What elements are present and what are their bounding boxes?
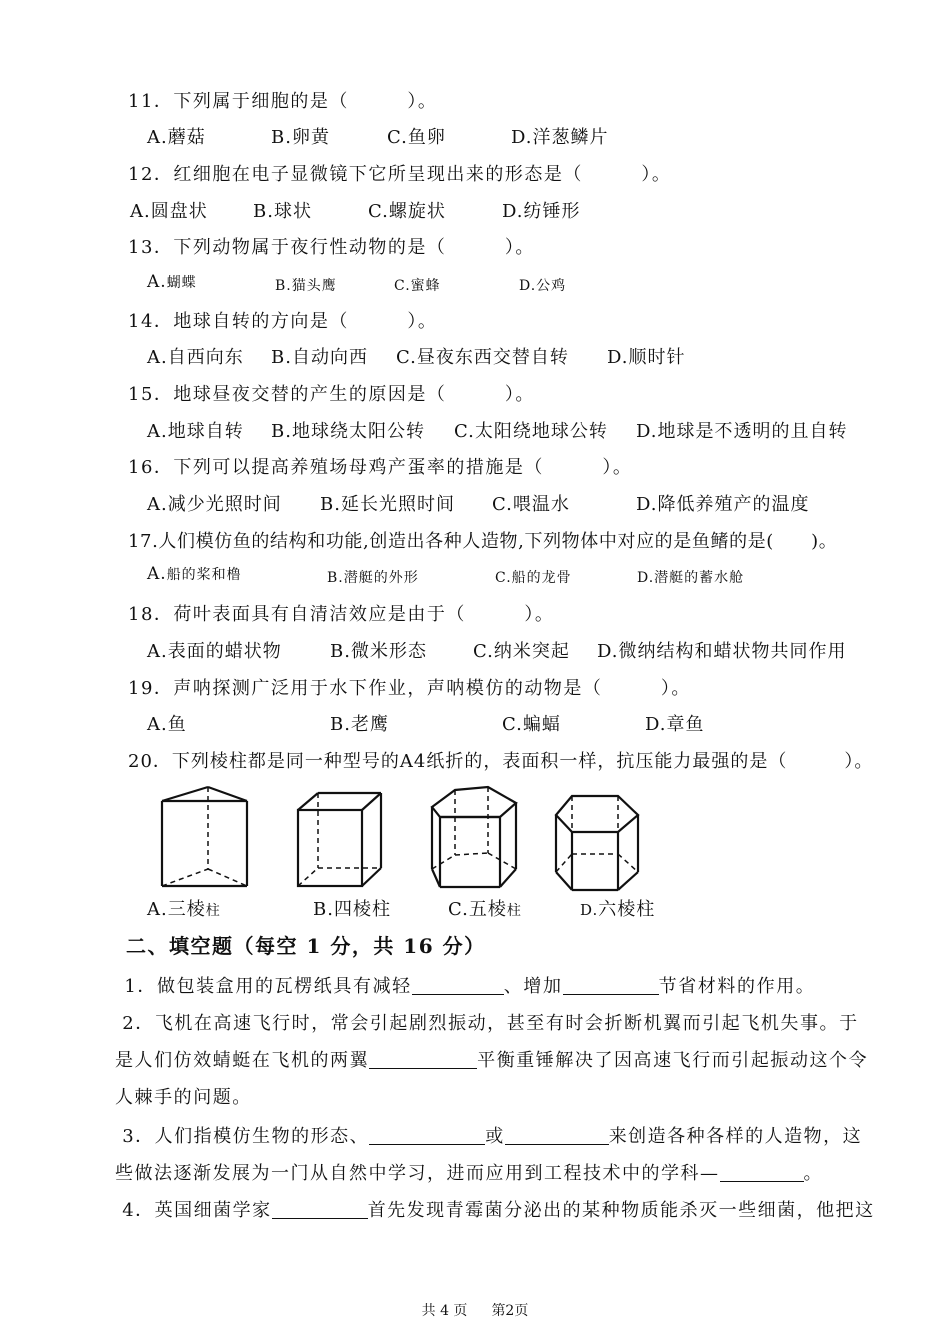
fill-question-4: 4．英国细菌学家 首先发现青霉菌分泌出的某种物质能杀灭一些细菌，他把这 — [122, 1200, 875, 1221]
q17-option-c: C.船的龙骨 — [495, 570, 572, 586]
q17-option-b: B.潜艇的外形 — [327, 570, 419, 586]
question-19-stem: 19．声呐探测广泛用于水下作业，声呐模仿的动物是（ ）。 — [128, 678, 691, 699]
question-15-stem: 15．地球昼夜交替的产生的原因是（ ）。 — [128, 384, 535, 405]
q19-option-c: C.蝙蝠 — [502, 714, 561, 735]
q15-option-a: A.地球自转 — [147, 421, 244, 442]
q17-option-d: D.潜艇的蓄水舱 — [637, 570, 745, 586]
q16-option-c: C.喂温水 — [492, 494, 570, 515]
q14-option-d: D.顺时针 — [607, 347, 686, 368]
q19-option-a: A.鱼 — [147, 714, 187, 735]
question-18-stem: 18．荷叶表面具有自清洁效应是由于（ ）。 — [128, 604, 555, 625]
section-2-title: 二、填空题（每空 1 分，共 16 分） — [126, 934, 486, 958]
q15-option-c: C.太阳绕地球公转 — [454, 421, 608, 442]
question-14-stem: 14．地球自转的方向是（ ）。 — [128, 311, 438, 332]
question-11-stem: 11．下列属于细胞的是（ ）。 — [128, 91, 438, 112]
q16-option-d: D.降低养殖产的温度 — [636, 494, 810, 515]
q16-option-a: A.减少光照时间 — [147, 494, 282, 515]
question-17-stem: 17.人们模仿鱼的结构和功能,创造出各种人造物,下列物体中对应的是鱼鳍的是( )。 — [128, 531, 838, 552]
q18-option-b: B.微米形态 — [330, 641, 427, 662]
q20-option-a: A.三棱柱 — [147, 899, 221, 920]
q14-option-a: A.自西向东 — [147, 347, 244, 368]
q14-option-b: B.自动向西 — [271, 347, 368, 368]
q19-option-d: D.章鱼 — [645, 714, 705, 735]
q11-option-c: C.鱼卵 — [387, 127, 446, 148]
fill-blank[interactable] — [720, 1163, 804, 1182]
q12-option-c: C.螺旋状 — [368, 201, 446, 222]
q19-option-b: B.老鹰 — [330, 714, 389, 735]
q15-option-d: D.地球是不透明的且自转 — [636, 421, 848, 442]
q18-option-d: D.微纳结构和蜡状物共同作用 — [597, 641, 847, 662]
q15-option-b: B.地球绕太阳公转 — [271, 421, 425, 442]
page-footer — [0, 1300, 950, 1320]
q13-option-b: B.猫头鹰 — [275, 278, 337, 294]
q11-option-d: D.洋葱鳞片 — [511, 127, 609, 148]
q20-option-b: B.四棱柱 — [313, 899, 391, 920]
q12-option-b: B.球状 — [253, 201, 312, 222]
fill-blank[interactable] — [272, 1200, 368, 1219]
fill-blank[interactable] — [369, 1050, 477, 1069]
q13-option-c: C.蜜蜂 — [394, 278, 441, 294]
q11-option-a: A.蘑菇 — [147, 127, 206, 148]
triangular-prism-figure — [157, 785, 249, 890]
q18-option-a: A.表面的蜡状物 — [147, 641, 282, 662]
q14-option-c: C.昼夜东西交替自转 — [396, 347, 569, 368]
fill-question-1: 1．做包装盒用的瓦楞纸具有减轻 、增加 节省材料的作用。 — [124, 976, 816, 997]
page-number: 第2页 — [491, 1303, 529, 1319]
q16-option-b: B.延长光照时间 — [320, 494, 455, 515]
q20-option-d: D.六棱柱 — [580, 899, 656, 920]
question-12-stem: 12．红细胞在电子显微镜下它所呈现出来的形态是（ ）。 — [128, 164, 672, 185]
fill-question-2: 2．飞机在高速飞行时，常会引起剧烈振动，甚至有时会折断机翼而引起飞机失事。于是人们仿效蜻蜓在飞机的两翼 平衡重锤解决了因高速飞行而引起振动这个令人棘手的问题。 — [115, 1013, 869, 1108]
pentagonal-prism-figure — [428, 785, 520, 891]
q11-option-b: B.卵黄 — [271, 127, 330, 148]
q17-option-a: A.船的桨和橹 — [147, 564, 242, 584]
hexagonal-prism-figure — [552, 790, 642, 894]
question-16-stem: 16．下列可以提高养殖场母鸡产蛋率的措施是（ ）。 — [128, 457, 633, 478]
q12-option-a: A.圆盘状 — [130, 201, 208, 222]
total-pages: 共 4 页 — [421, 1303, 468, 1319]
q18-option-c: C.纳米突起 — [473, 641, 570, 662]
question-20-stem: 20．下列棱柱都是同一种型号的A4纸折的，表面积一样，抗压能力最强的是（ ）。 — [128, 751, 874, 772]
fill-blank[interactable] — [505, 1126, 609, 1145]
square-prism-figure — [295, 790, 385, 890]
fill-blank[interactable] — [412, 976, 504, 995]
q12-option-d: D.纺锤形 — [502, 201, 581, 222]
fill-question-3: 3．人们指模仿生物的形态、 或 来创造各种各样的人造物，这些做法逐渐发展为一门从自然中学习，进而应用到工程技术中的学科— 。 — [115, 1126, 863, 1184]
q13-option-d: D.公鸡 — [519, 278, 567, 294]
q20-option-c: C.五棱柱 — [448, 899, 522, 920]
q13-option-a: A.蝴蝶 — [147, 272, 197, 292]
question-13-stem: 13．下列动物属于夜行性动物的是（ ）。 — [128, 237, 535, 258]
fill-blank[interactable] — [563, 976, 659, 995]
fill-blank[interactable] — [369, 1126, 485, 1145]
